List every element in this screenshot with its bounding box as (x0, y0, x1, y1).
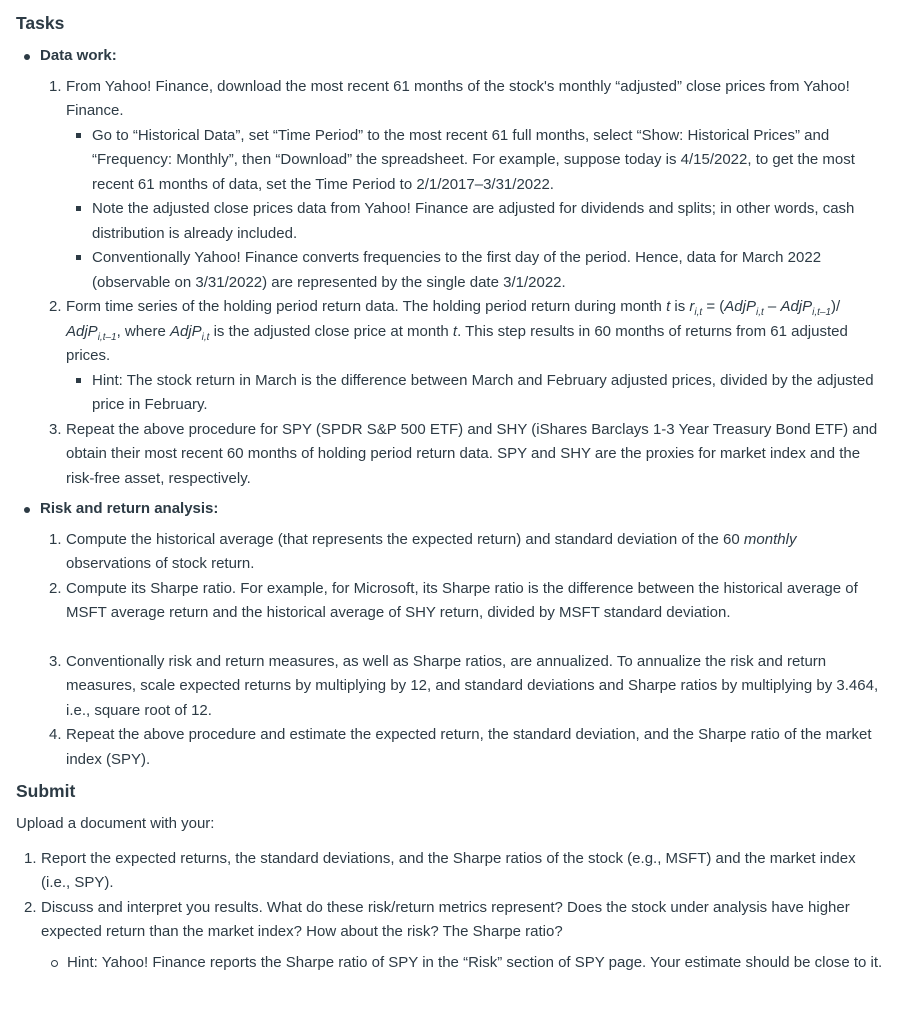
step-text: Compute the historical average (that represents the expected return) and standard deviation of the 60 monthly observations of stock return. (66, 530, 797, 572)
step-text: Form time series of the holding period return data. The holding period return during month t is $r_{i,t}$ = (AdjP$_{i,t}$ – AdjP$_{i,t-1}$)/ AdjP$_{i,t-1}$, where AdjP$_{i,t}$ is the adjusted close price at month t. This step results in 60 months of returns from 61 adjusted prices. (66, 298, 848, 364)
step-number: 3. (49, 652, 62, 670)
submit-item-2 (24, 896, 884, 976)
substep (92, 124, 884, 198)
substep-text: Go to “Historical Data”, set “Time Period” to the most recent 61 full months, select “Show: Historical Prices” and “Frequency: Monthly”, then “Download” the spreadsheet. For example, suppose today is 4/15/2022, to get the most recent 61 months of data, set the Time Period to 2/1/2017–3/31/2022. (92, 126, 855, 193)
substep (92, 246, 884, 295)
substep-text: Hint: The stock return in March is the difference between March and February adjusted prices, divided by the adjusted price in February. (92, 371, 874, 413)
step-number: 2. (24, 898, 37, 916)
risk-step-3 (49, 650, 884, 724)
step-text: Compute its Sharpe ratio. For example, for Microsoft, its Sharpe ratio is the difference between the historical average of MSFT average return and the historical average of SHY return, divided by MSFT standard deviation. (66, 579, 858, 621)
hint-item (67, 951, 884, 976)
risk-step-4 (49, 723, 884, 772)
submit-item-2-hints (41, 951, 884, 976)
square-bullet (76, 255, 81, 260)
square-bullet (76, 206, 81, 211)
step-number: 1. (24, 849, 37, 867)
step-2-substeps (66, 369, 884, 418)
submit-intro: Upload a document with your: (16, 815, 215, 832)
risk-step-2 (49, 577, 884, 626)
bullet-dot (24, 54, 30, 60)
step-number: 3. (49, 420, 62, 438)
circle-bullet (51, 960, 58, 967)
spacer (66, 626, 884, 650)
substep (92, 197, 884, 246)
step-number: 2. (49, 298, 62, 315)
submit-item-1 (24, 847, 884, 896)
data-work-label: Data work: (40, 47, 117, 64)
bullet-dot (24, 507, 30, 513)
risk-return-label: Risk and return analysis: (40, 500, 219, 517)
data-work-step-2 (49, 295, 884, 418)
submit-list (16, 847, 884, 976)
step-number: 4. (49, 726, 62, 743)
data-work-section (40, 44, 884, 491)
step-1-substeps (66, 124, 884, 296)
step-text: Repeat the above procedure and estimate the expected return, the standard deviation, and the Sharpe ratio of the market index (SPY). (66, 726, 872, 768)
hint-text: Hint: Yahoo! Finance reports the Sharpe ratio of SPY in the “Risk” section of SPY page. Your estimate should be close to it. (67, 953, 883, 971)
substep-text: Note the adjusted close prices data from Yahoo! Finance are adjusted for dividends and splits; in other words, cash distribution is already included. (92, 200, 855, 242)
step-number: 1. (49, 77, 62, 95)
risk-return-steps (40, 528, 884, 773)
step-text: Repeat the above procedure for SPY (SPDR S&P 500 ETF) and SHY (iShares Barclays 1-3 Year Treasury Bond ETF) and obtain their most recent 60 months of holding period return data. SPY and SHY are the proxies for market index and the risk-free asset, respectively. (66, 420, 878, 487)
tasks-list (16, 44, 884, 772)
step-text: Conventionally risk and return measures, as well as Sharpe ratios, are annualized. To annualize the risk and return measures, scale expected returns by multiplying by 12, and standard deviations and Sharpe ratios by multiplying by 3.464, i.e., square root of 12. (66, 652, 879, 719)
data-work-step-1 (49, 75, 884, 296)
substep (92, 369, 884, 418)
square-bullet (76, 133, 81, 138)
submit-heading: Submit (16, 781, 76, 801)
data-work-steps (40, 75, 884, 492)
data-work-step-3 (49, 418, 884, 492)
item-text: Report the expected returns, the standard deviations, and the Sharpe ratios of the stock (e.g., MSFT) and the market index (i.e., SPY). (41, 849, 856, 891)
step-number: 2. (49, 579, 62, 597)
step-number: 1. (49, 530, 62, 548)
item-text: Discuss and interpret you results. What do these risk/return metrics represent? Does the stock under analysis have higher expected return than the market index? How about the risk? The Sharpe ratio? (41, 898, 850, 940)
tasks-heading: Tasks (16, 13, 65, 33)
square-bullet (76, 378, 81, 383)
risk-step-1 (49, 528, 884, 577)
risk-return-section (40, 497, 884, 772)
substep-text: Conventionally Yahoo! Finance converts frequencies to the first day of the period. Hence, data for March 2022 (observable on 3/31/2022) are represented by the single date 3/1/2022. (92, 249, 822, 291)
step-text: From Yahoo! Finance, download the most recent 61 months of the stock's monthly “adjusted” close prices from Yahoo! Finance. (66, 77, 850, 119)
